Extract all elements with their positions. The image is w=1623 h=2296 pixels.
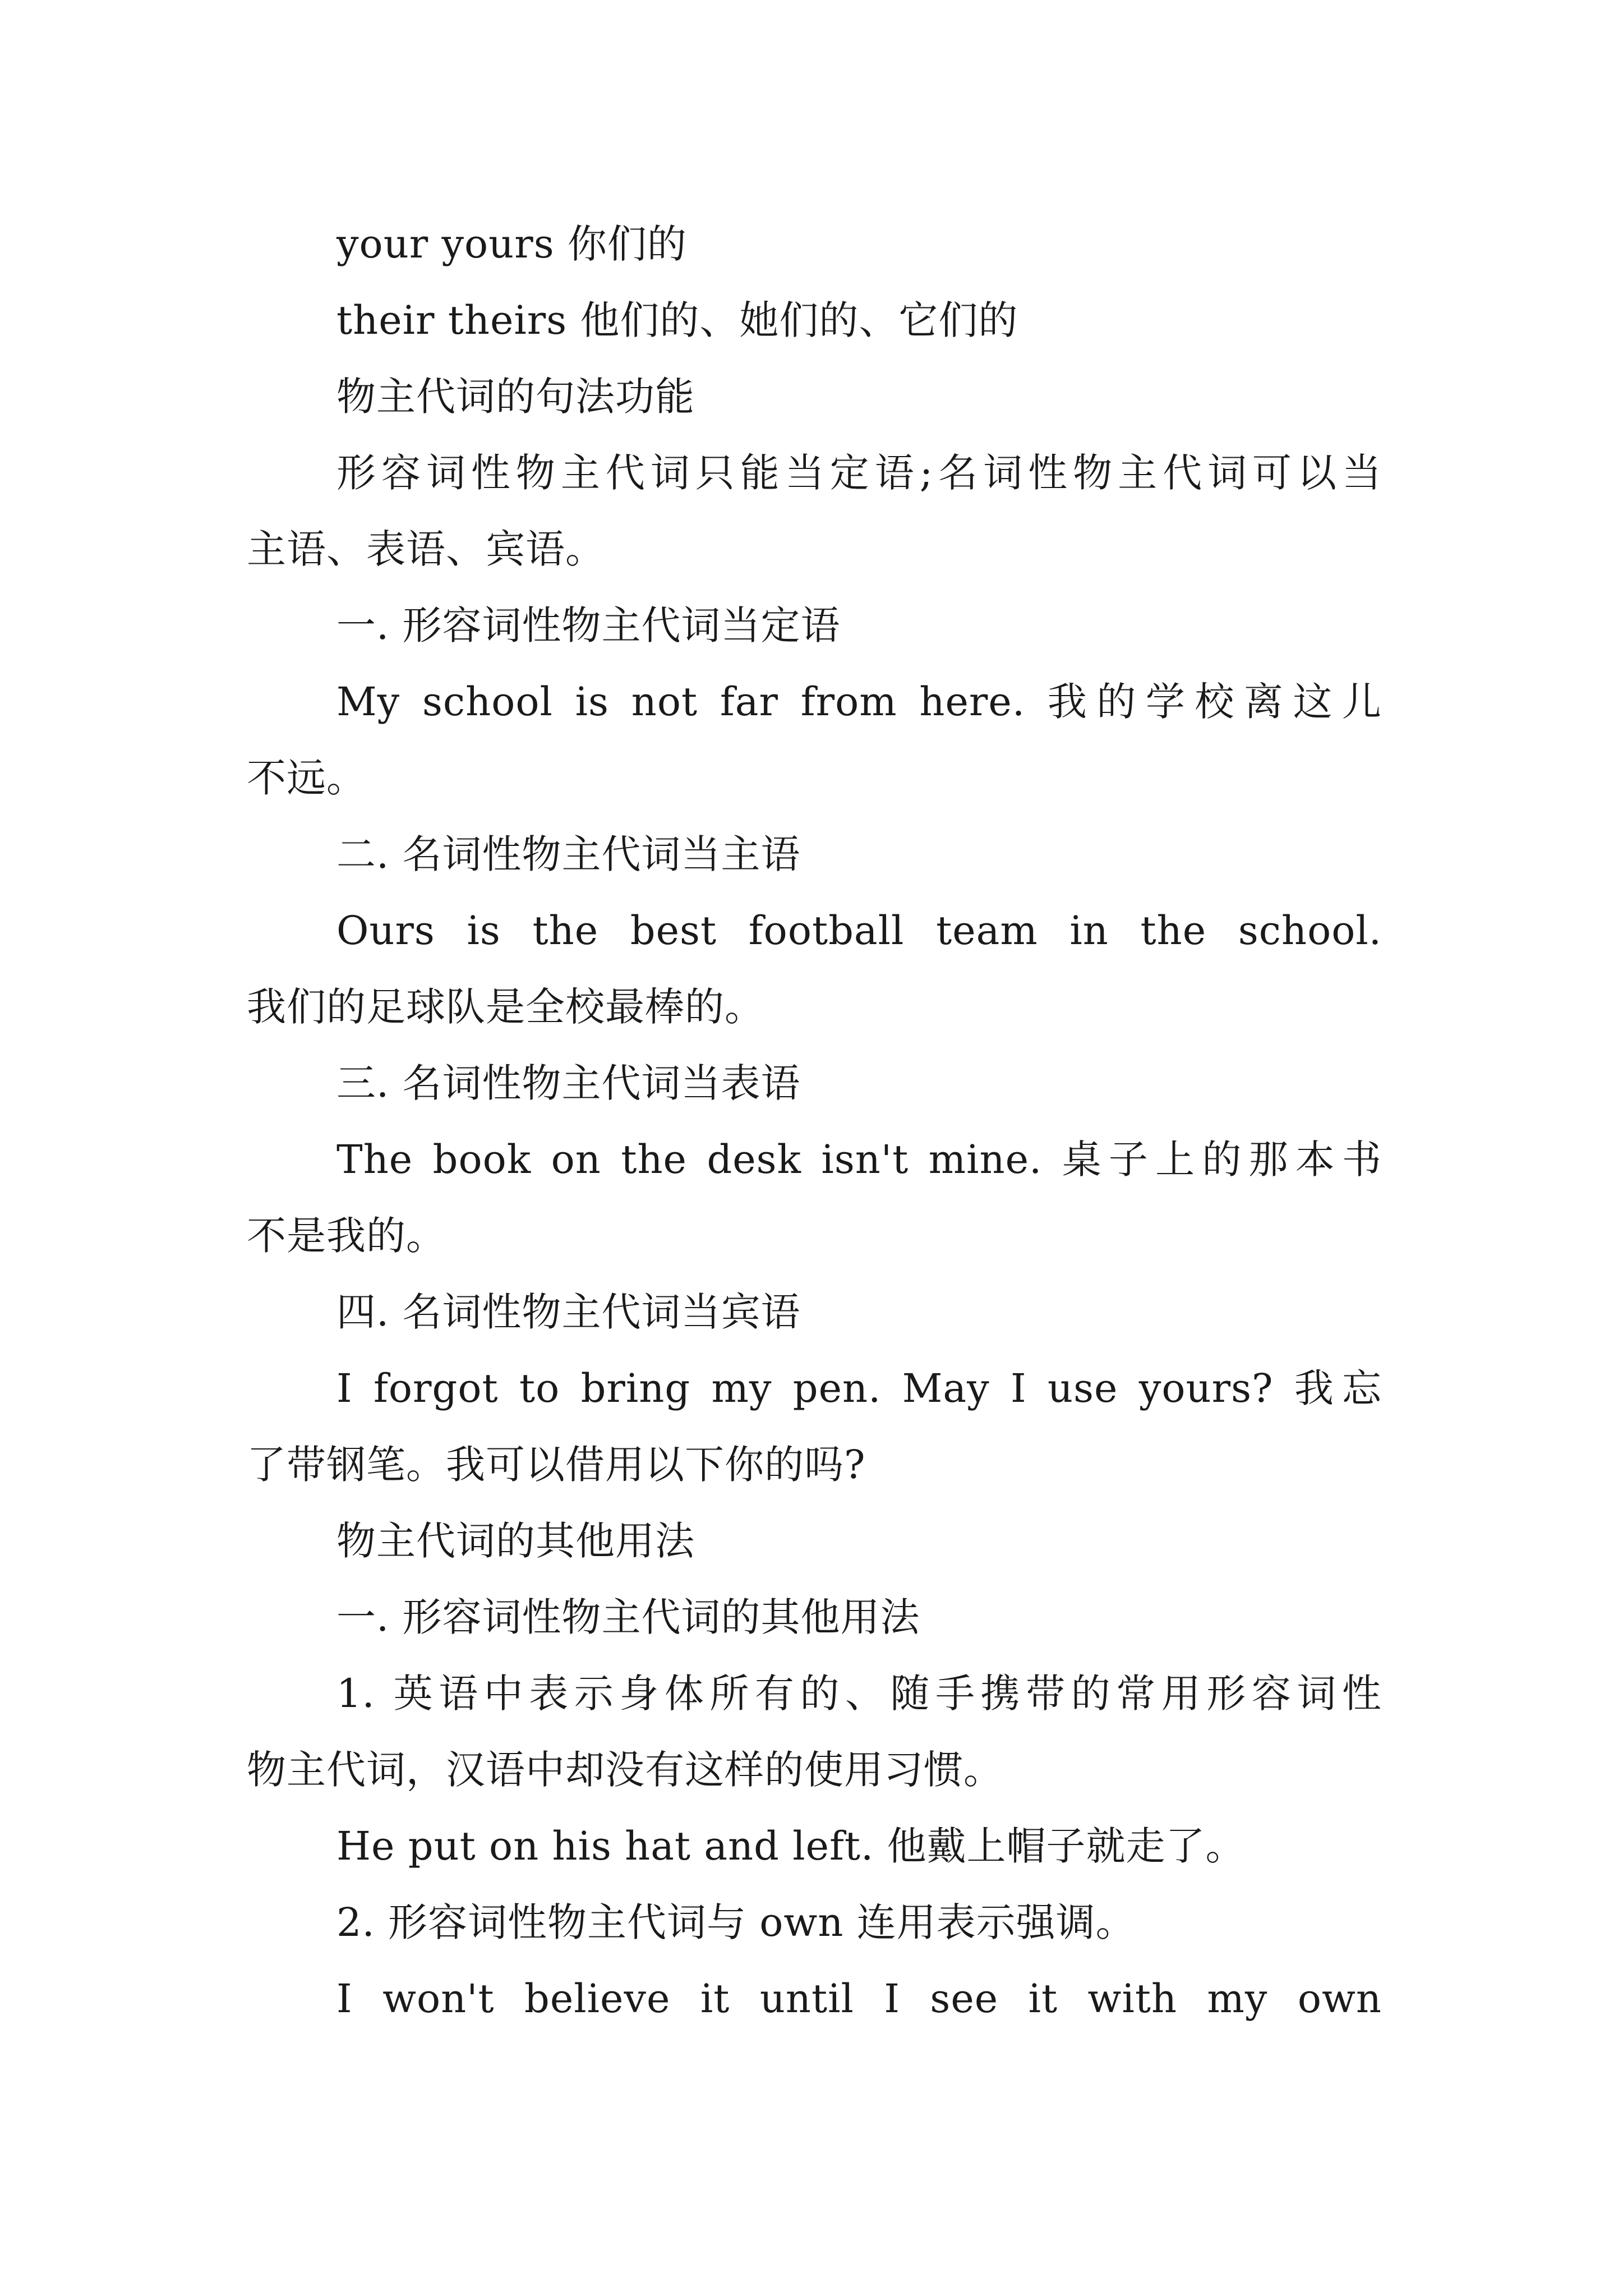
example-sentence: I forgot to bring my pen. May I use yours? 我忘 (336, 1365, 1382, 1411)
text-line: their theirs 他们的、她们的、它们的 (336, 297, 1018, 343)
text-line: 主语、表语、宾语。 (247, 526, 605, 572)
text-line: 了带钢笔。我可以借用以下你的吗? (247, 1442, 866, 1488)
text-line: 1. 英语中表示身体所有的、随手携带的常用形容词性 (336, 1671, 1382, 1717)
text-line: 不是我的。 (247, 1213, 446, 1259)
text-line: 2. 形容词性物主代词与 own 连用表示强调。 (336, 1899, 1136, 1945)
example-sentence: Ours is the best football team in the school. (336, 908, 1382, 954)
example-sentence: The book on the desk isn't mine. 桌子上的那本书 (336, 1137, 1382, 1182)
text-line: your yours 你们的 (336, 221, 687, 267)
text-line: 形容词性物主代词只能当定语;名词性物主代词可以当 (336, 450, 1382, 496)
section-heading: 物主代词的其他用法 (336, 1518, 695, 1564)
example-sentence: I won't believe it until I see it with my own (336, 1976, 1382, 2022)
text-line: 不远。 (247, 755, 366, 801)
subsection-heading: 二. 名词性物主代词当主语 (336, 831, 801, 877)
subsection-heading: 四. 名词性物主代词当宾语 (336, 1289, 801, 1335)
text-line: 物主代词，汉语中却没有这样的使用习惯。 (247, 1747, 1003, 1793)
subsection-heading: 三. 名词性物主代词当表语 (336, 1060, 801, 1106)
section-heading: 物主代词的句法功能 (336, 374, 695, 420)
example-sentence: He put on his hat and left. 他戴上帽子就走了。 (336, 1823, 1246, 1869)
text-line: 我们的足球队是全校最棒的。 (247, 984, 764, 1030)
subsection-heading: 一. 形容词性物主代词当定语 (336, 602, 841, 648)
subsection-heading: 一. 形容词性物主代词的其他用法 (336, 1594, 920, 1640)
example-sentence: My school is not far from here. 我的学校离这儿 (336, 679, 1382, 725)
